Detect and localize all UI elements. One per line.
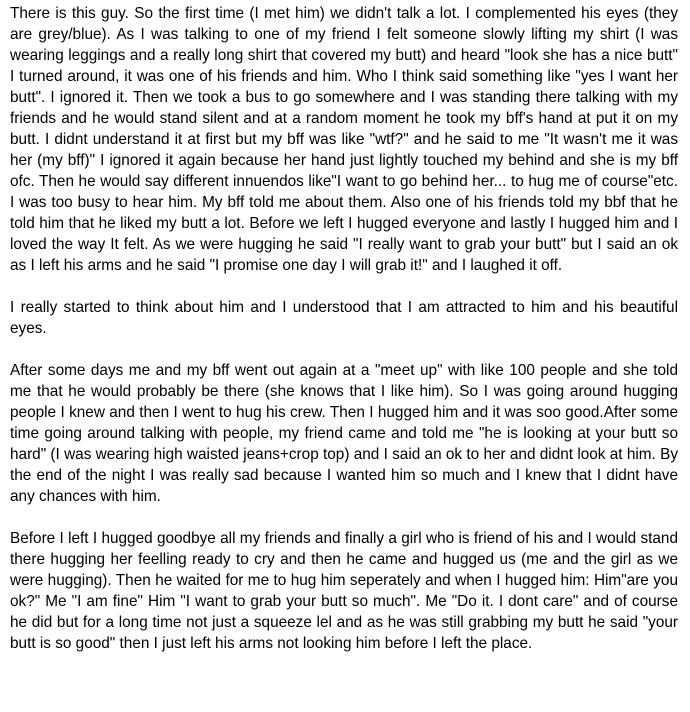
paragraph-3: After some days me and my bff went out again at a "meet up" with like 100 people and she told me that he would probably be there (she knows that I like him). So I was going around hugging people I knew and then I went to hug his crew. Then I hugged him and it was soo good.After some time going around talking with people, my friend came and told me "he is looking at your butt so hard" (I was wearing high waisted jeans+crop top) and I said an ok to her and didnt look at him. By the end of the night I was really sad because I wanted him so much and I knew that I didnt have any chances with him. [10, 362, 678, 505]
paragraph-4: Before I left I hugged goodbye all my friends and finally a girl who is friend of his and I would stand there hugging her feelling ready to cry and then he came and hugged us (me and the girl as we were hugging). Then he waited for me to hug him seperately and when I hugged him: Him"are you ok?" Me "I am fine" Him "I want to grab your butt so much". Me "Do it. I dont care" and of course he did but for a long time not just a squeeze lel and as he was still grabbing my butt he said "your butt is so good" then I just left his arms not looking him before I left the place. [10, 530, 678, 652]
paragraph-2: I really started to think about him and I understood that I am attracted to him and his beautiful eyes. [10, 299, 678, 337]
document-body[interactable] [10, 3, 678, 675]
paragraph-1: There is this guy. So the first time (I met him) we didn't talk a lot. I complemented his eyes (they are grey/blue). As I was talking to one of my friend I felt someone slowly lifting my shirt (I was wearing leggings and a really long shirt that covered my butt) and heard "look she has a nice butt" I turned around, it was one of his friends and him. Who I think said something like "yes I want her butt". I ignored it. Then we took a bus to go somewhere and I was standing there talking with my friends and he would stand silent and at a random moment he took my bff's hand at put it on my butt. I didnt understand it at first but my bff was like "wtf?" and he said to me "It wasn't me it was her (my bff)" I ignored it again because her hand just lightly touched my behind and she is my bff ofc. Then he would say different innuendos like"I want to go behind her... to hug me of course"etc. I was too busy to hear him. My bff told me about them. Also one of his friends told my bbf that he told him that he liked my butt a lot. Before we left I hugged everyone and lastly I hugged him and I loved the way It felt. As we were hugging he said "I really want to grab your butt" but I said an ok as I left his arms and he said "I promise one day I will grab it!" and I laughed it off. [10, 5, 678, 274]
